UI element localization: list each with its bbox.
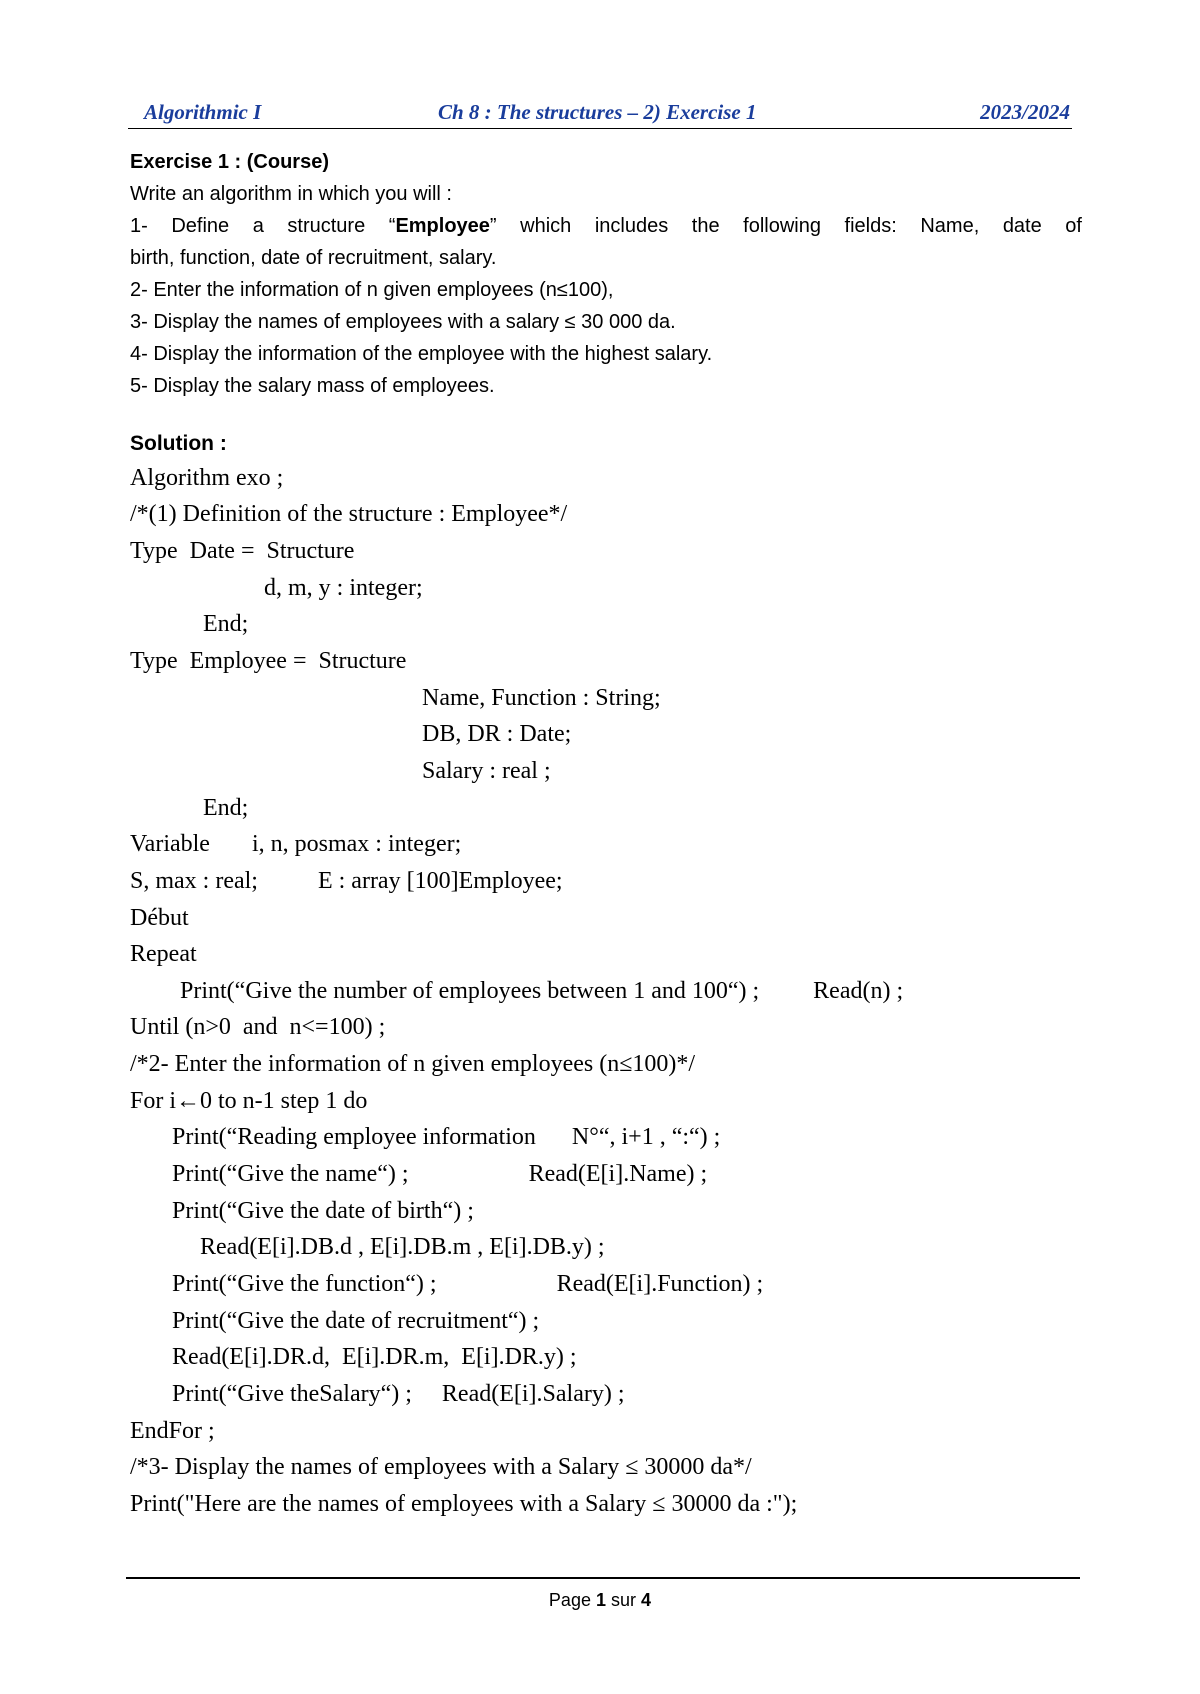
code-line: d, m, y : integer; [264, 575, 423, 601]
exercise-item-2: 2- Enter the information of n given employees (n≤100), [130, 279, 614, 301]
code-comment: /*(1) Definition of the structure : Employee*/ [130, 501, 568, 527]
code-line: Name, Function : String; [422, 685, 661, 711]
code-line: Print(“Reading employee information N°“, i+1 , “:“) ; [172, 1124, 721, 1150]
code-line: Until (n>0 and n<=100) ; [130, 1014, 386, 1040]
code-line: Print(“Give the name“) ; Read(E[i].Name) ; [172, 1161, 708, 1187]
code-line: Type Date = Structure [130, 538, 355, 564]
code-line: Read(E[i].DB.d , E[i].DB.m , E[i].DB.y) ; [200, 1234, 605, 1260]
code-line: Read(E[i].DR.d, E[i].DR.m, E[i].DR.y) ; [172, 1344, 577, 1370]
footer-sur-word: sur [611, 1590, 637, 1610]
code-comment: /*3- Display the names of employees with a Salary ≤ 30000 da*/ [130, 1454, 752, 1480]
exercise-item-3: 3- Display the names of employees with a salary ≤ 30 000 da. [130, 311, 676, 333]
code-comment: /*2- Enter the information of n given employees (n≤100)*/ [130, 1051, 696, 1077]
code-line: Print(“Give the date of birth“) ; [172, 1198, 474, 1224]
code-line: Print(“Give the date of recruitment“) ; [172, 1308, 540, 1334]
item1-text-b: ” which includes the following fields: Name, date of [489, 215, 1082, 237]
code-line: Salary : real ; [422, 758, 551, 784]
exercise-item-4: 4- Display the information of the employee with the highest salary. [130, 343, 713, 365]
code-line: End; [203, 611, 249, 637]
exercise-item-1 [130, 210, 1082, 242]
code-line: Repeat [130, 941, 197, 967]
exercise-statement [130, 146, 1082, 402]
exercise-intro: Write an algorithm in which you will : [130, 183, 452, 205]
chapter-title: Ch 8 : The structures – 2) Exercise 1 [438, 100, 757, 124]
footer-page-word: Page [548, 1590, 591, 1610]
code-line: For i←0 to n-1 step 1 do [130, 1088, 368, 1114]
item1-text-a: 1- Define a structure “ [130, 215, 396, 237]
current-page-number: 1 [595, 1590, 606, 1610]
code-line: End; [203, 795, 249, 821]
exercise-title: Exercise 1 : (Course) [130, 151, 329, 173]
code-line: Variable i, n, posmax : integer; [130, 831, 462, 857]
page-footer [0, 1590, 1200, 1611]
code-line: S, max : real; E : array [100]Employee; [130, 868, 563, 894]
exercise-item-5: 5- Display the salary mass of employees. [130, 375, 495, 397]
code-line: Type Employee = Structure [130, 648, 407, 674]
exercise-item-1-continued: birth, function, date of recruitment, salary. [130, 247, 497, 269]
code-line: DB, DR : Date; [422, 721, 572, 747]
code-line: Print("Here are the names of employees with a Salary ≤ 30000 da :"); [130, 1491, 798, 1517]
code-line: Algorithm exo ; [130, 465, 284, 491]
solution-label: Solution : [130, 432, 227, 455]
code-line: Print(“Give the number of employees between 1 and 100“) ; Read(n) ; [180, 978, 904, 1004]
academic-year: 2023/2024 [980, 100, 1070, 124]
page-header [128, 96, 1072, 129]
code-line: Début [130, 905, 189, 931]
code-line: Print(“Give the function“) ; Read(E[i].Function) ; [172, 1271, 764, 1297]
code-line: EndFor ; [130, 1418, 215, 1444]
total-pages: 4 [641, 1590, 652, 1610]
footer-rule [126, 1577, 1080, 1579]
code-line: Print(“Give theSalary“) ; Read(E[i].Salary) ; [172, 1381, 625, 1407]
item1-structure-name: Employee [395, 215, 490, 237]
course-title: Algorithmic I [144, 100, 262, 124]
